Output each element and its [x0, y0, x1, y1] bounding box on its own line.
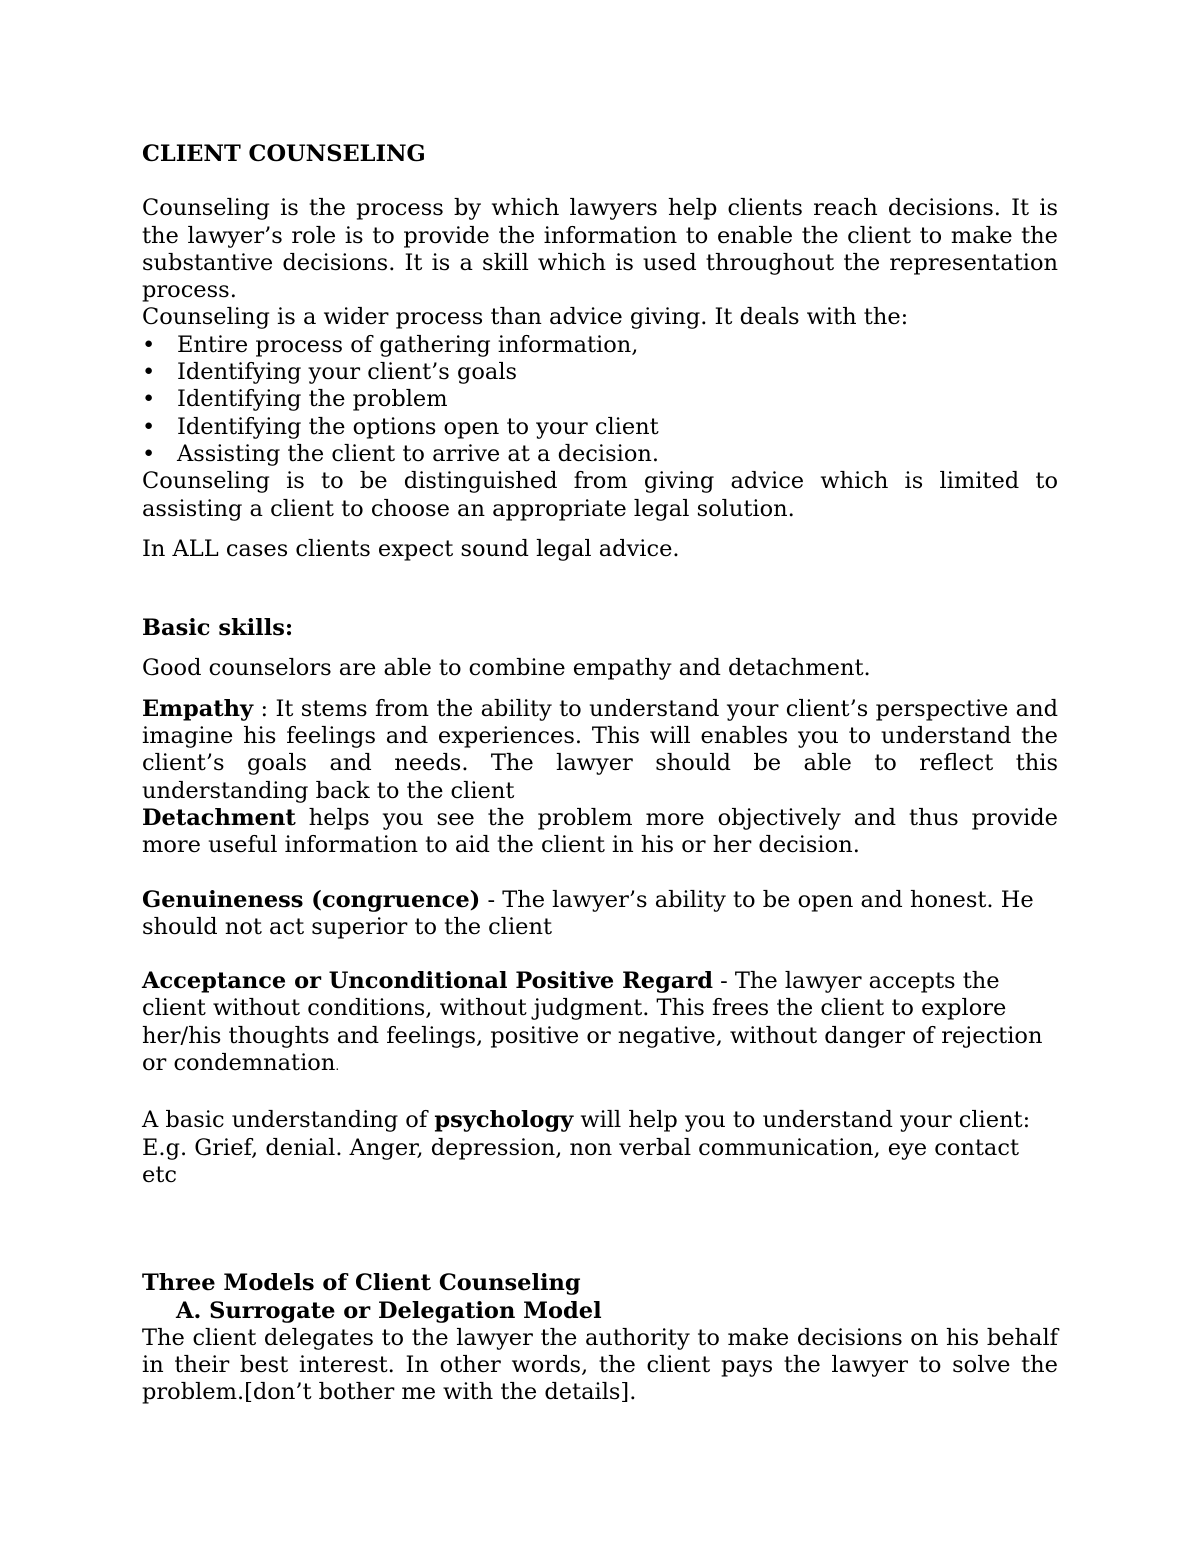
basic-skills-heading: Basic skills:	[142, 615, 294, 642]
model-a-heading: A. Surrogate or Delegation Model	[176, 1297, 602, 1324]
models-heading: Three Models of Client Counseling	[142, 1270, 581, 1297]
bullet-icon: •	[142, 386, 156, 413]
intro-paragraph-1: Counseling is the process by which lawyers help clients reach decisions. It is the lawyer’s role is to provide the information to enable the client to make the substantive decisions. It is a skill which is used throughout the representation process.	[142, 195, 1058, 304]
list-item: • Entire process of gathering information,	[142, 331, 639, 358]
list-item: • Identifying your client’s goals	[142, 359, 518, 386]
empathy-term: Empathy	[142, 695, 254, 722]
bullet-icon: •	[142, 359, 156, 386]
genuineness-paragraph: Genuineness (congruence) - The lawyer’s ability to be open and honest. He should not act superior to the client	[142, 886, 1034, 940]
empathy-paragraph: Empathy : It stems from the ability to understand your client’s perspective and imagine his feelings and experiences. This will enables you to understand the client’s goals and needs. The lawyer should be able to reflect this understanding back to the client	[142, 695, 1058, 804]
bullet-icon: •	[142, 413, 156, 440]
intro-paragraph-2: Counseling is a wider process than advice giving. It deals with the:	[142, 304, 909, 331]
intro-paragraph-3: Counseling is to be distinguished from giving advice which is limited to assisting a client to choose an appropriate legal solution.	[142, 468, 1058, 522]
genuineness-term: Genuineness (congruence)	[142, 886, 481, 913]
list-item: • Identifying the options open to your client	[142, 413, 659, 440]
document-page	[142, 141, 1058, 1407]
list-item: • Assisting the client to arrive at a decision.	[142, 440, 660, 467]
counseling-list	[142, 332, 1058, 468]
psychology-paragraph: A basic understanding of psychology will help you to understand your client: E.g. Grief, denial. Anger, depression, non verbal communication, eye contact etc	[142, 1107, 1031, 1188]
acceptance-paragraph: Acceptance or Unconditional Positive Regard - The lawyer accepts the client without conditions, without judgment. This frees the client to explore her/his thoughts and feelings, positive or negative, without danger of rejection or condemnation.	[142, 968, 1043, 1077]
intro-paragraph-4: In ALL cases clients expect sound legal advice.	[142, 535, 680, 562]
detachment-term: Detachment	[142, 804, 296, 831]
acceptance-term: Acceptance or Unconditional Positive Regard	[142, 968, 713, 995]
model-a-paragraph: The client delegates to the lawyer the authority to make decisions on his behalf in their best interest. In other words, the client pays the lawyer to solve the problem.[don’t bother me with the details].	[142, 1324, 1058, 1406]
detachment-paragraph: Detachment helps you see the problem more objectively and thus provide more useful information to aid the client in his or her decision.	[142, 804, 1058, 859]
bullet-icon: •	[142, 440, 156, 467]
document-title: CLIENT COUNSELING	[142, 141, 426, 167]
bullet-icon: •	[142, 331, 156, 358]
list-item: • Identifying the problem	[142, 386, 448, 413]
psychology-term: psychology	[434, 1107, 574, 1134]
basic-skills-intro: Good counselors are able to combine empathy and detachment.	[142, 655, 871, 682]
